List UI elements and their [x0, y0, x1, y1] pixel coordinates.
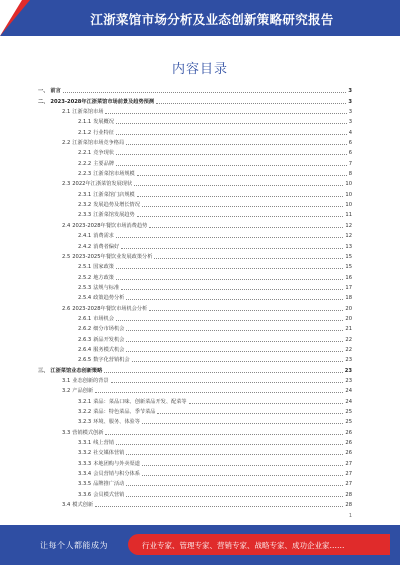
toc-dot-leader — [149, 227, 343, 228]
toc-dot-leader — [149, 310, 343, 311]
toc-entry-page: 26 — [345, 440, 352, 447]
toc-entry-title: 菜品：菜品口味、创新菜品开发、配菜等 — [93, 398, 187, 405]
report-title: 江浙菜馆市场分析及业态创新策略研究报告 — [90, 12, 334, 27]
toc-entry-page: 26 — [345, 429, 352, 436]
toc-entry-number: 2.6.1 — [78, 315, 92, 322]
toc-entry-page: 10 — [345, 202, 352, 209]
toc-entry-page: 23 — [345, 377, 352, 384]
toc-entry-number: 2.2 — [62, 140, 71, 147]
toc-entry-number: 3.2.1 — [78, 398, 92, 405]
footer-slogan: 让每个人都能成为 — [40, 541, 108, 550]
toc-entry-title: 业态创新的背景 — [72, 377, 109, 384]
toc-entry-page: 6 — [348, 150, 352, 157]
toc-entry-number: 2.1.1 — [78, 119, 92, 126]
toc-dot-leader — [105, 434, 343, 435]
toc-dot-leader — [142, 465, 343, 466]
toc-entry-page: 27 — [345, 460, 352, 467]
toc-entry[interactable] — [38, 456, 352, 466]
toc-entry[interactable] — [38, 301, 352, 311]
toc-entry-number: 2.5 — [62, 253, 71, 260]
table-of-contents — [38, 84, 352, 508]
toc-entry-number: 3.3.2 — [78, 450, 92, 457]
toc-entry[interactable] — [38, 198, 352, 208]
toc-entry-title: 主要品牌 — [93, 160, 114, 167]
toc-entry-page: 15 — [345, 264, 352, 271]
toc-entry-page: 8 — [348, 171, 352, 178]
toc-entry-number: 3.2.2 — [78, 409, 92, 415]
toc-entry-page: 3 — [348, 119, 352, 126]
toc-entry-page: 16 — [345, 274, 352, 281]
toc-entry-number: 2.5.1 — [78, 264, 92, 271]
toc-entry-page: 28 — [345, 502, 352, 509]
toc-entry-number: 2.4 — [62, 222, 71, 229]
toc-dot-leader — [95, 506, 343, 507]
toc-entry-page: 27 — [345, 471, 352, 478]
page-number: 1 — [348, 513, 352, 519]
toc-entry-page: 7 — [348, 160, 352, 167]
header-corner-white — [0, 0, 22, 36]
toc-entry-number: 3.3.4 — [78, 471, 92, 478]
toc-entry-title: 模式创新 — [72, 502, 94, 509]
toc-dot-leader — [126, 454, 343, 455]
footer-banner — [0, 525, 400, 565]
toc-entry-title: 江浙菜馆发展趋势 — [93, 212, 135, 219]
toc-entry-page: 3 — [348, 88, 352, 95]
toc-entry-page: 21 — [345, 326, 352, 333]
toc-entry[interactable] — [38, 115, 352, 125]
toc-entry-number: 2.6.3 — [78, 336, 92, 343]
toc-entry-number: 2.3.1 — [78, 191, 92, 198]
toc-entry-page: 23 — [344, 367, 352, 374]
toc-entry-page: 10 — [345, 181, 352, 188]
toc-entry[interactable] — [38, 374, 352, 384]
toc-dot-leader — [116, 123, 347, 124]
toc-dot-leader — [156, 103, 346, 104]
toc-dot-leader — [126, 341, 343, 342]
toc-entry-number: 一、 — [38, 88, 49, 95]
toc-entry[interactable] — [38, 343, 352, 353]
toc-entry-title: 2023-2028年餐饮市场消费趋势 — [72, 222, 148, 229]
toc-dot-leader — [137, 196, 344, 197]
toc-entry-title: 前言 — [50, 88, 61, 95]
toc-entry[interactable] — [38, 177, 352, 187]
toc-entry-number: 2.5.4 — [78, 295, 92, 302]
toc-dot-leader — [116, 134, 347, 135]
toc-entry-page: 25 — [345, 419, 352, 426]
toc-entry[interactable] — [38, 187, 352, 197]
toc-dot-leader — [63, 92, 347, 93]
toc-entry-title: 会员营销与积分体系 — [93, 471, 140, 478]
toc-entry-page: 27 — [345, 481, 352, 488]
toc-dot-leader — [111, 382, 344, 383]
toc-entry[interactable] — [38, 229, 352, 239]
toc-entry-number: 3.4 — [62, 502, 71, 509]
footer-slogan-pill — [128, 534, 390, 555]
toc-entry[interactable] — [38, 270, 352, 280]
toc-entry-page: 6 — [348, 140, 352, 147]
toc-entry[interactable] — [38, 281, 352, 291]
toc-dot-leader — [142, 206, 343, 207]
toc-entry-number: 2.1.2 — [78, 129, 92, 136]
toc-entry-page: 24 — [345, 388, 352, 395]
toc-entry[interactable] — [38, 239, 352, 249]
toc-dot-leader — [116, 279, 343, 280]
toc-entry-number: 3.3 — [62, 429, 71, 436]
toc-entry-page: 11 — [345, 212, 352, 219]
toc-entry-title: 江浙菜馆业态创新策略 — [50, 367, 103, 374]
toc-entry-number: 2.4.1 — [78, 233, 92, 240]
footer-slogan-roles: 行业专家、管理专家、营销专家、战略专家、成功企业家…… — [142, 541, 345, 550]
toc-entry[interactable] — [38, 312, 352, 322]
toc-dot-leader — [121, 248, 343, 249]
toc-entry-number: 二、 — [38, 98, 49, 105]
toc-entry-number: 2.3.2 — [78, 202, 92, 209]
toc-entry[interactable] — [38, 332, 352, 342]
toc-entry[interactable] — [38, 487, 352, 497]
toc-entry-page: 25 — [345, 409, 352, 415]
toc-entry-page: 20 — [345, 305, 352, 312]
toc-dot-leader — [126, 496, 343, 497]
toc-entry[interactable] — [38, 363, 352, 373]
toc-entry[interactable] — [38, 405, 352, 415]
toc-entry-page: 12 — [345, 222, 352, 229]
toc-entry[interactable] — [38, 167, 352, 177]
toc-entry[interactable] — [38, 260, 352, 270]
toc-entry-number: 2.6 — [62, 305, 71, 312]
toc-dot-leader — [137, 216, 344, 217]
toc-entry-page: 17 — [345, 284, 352, 291]
toc-entry-page: 23 — [345, 357, 352, 364]
toc-entry-title: 竞争现状 — [93, 150, 114, 157]
toc-heading: 内容目录 — [171, 62, 228, 77]
toc-entry-title: 行业特征 — [93, 129, 114, 136]
toc-dot-leader — [126, 330, 343, 331]
toc-entry-title: 市场机会 — [93, 315, 114, 322]
toc-entry[interactable] — [38, 84, 352, 94]
toc-entry-number: 3.2 — [62, 388, 71, 395]
toc-dot-leader — [95, 392, 343, 393]
toc-entry-title: 产品创新 — [72, 388, 94, 395]
toc-entry-number: 三、 — [38, 367, 49, 374]
toc-entry-title: 线上营销 — [93, 440, 114, 447]
toc-entry-page: 18 — [345, 295, 352, 302]
toc-entry[interactable] — [38, 384, 352, 394]
toc-dot-leader — [104, 372, 342, 373]
toc-entry-number: 2.3.3 — [78, 212, 92, 219]
toc-entry-title: 江浙菜馆市场竞争格局 — [72, 140, 125, 147]
toc-entry-page: 12 — [345, 233, 352, 240]
toc-dot-leader — [116, 237, 343, 238]
toc-entry[interactable] — [38, 136, 352, 146]
toc-dot-leader — [116, 268, 343, 269]
toc-entry[interactable] — [38, 218, 352, 228]
toc-entry-number: 2.3 — [62, 181, 71, 188]
toc-entry-title: 数字化营销机会 — [93, 357, 130, 364]
toc-entry-page: 28 — [345, 491, 352, 498]
toc-entry-title: 菜品：特色菜品、季节菜品 — [93, 409, 156, 415]
toc-entry[interactable] — [38, 436, 352, 446]
toc-entry[interactable] — [38, 105, 352, 115]
toc-entry-title: 环境、服务、体验等 — [93, 419, 140, 426]
toc-entry-number: 2.6.5 — [78, 357, 92, 364]
toc-dot-leader — [154, 258, 343, 259]
toc-entry[interactable] — [38, 425, 352, 435]
toc-entry-title: 政策趋势分析 — [93, 295, 125, 302]
toc-dot-leader — [137, 175, 347, 176]
toc-entry-number: 2.5.3 — [78, 284, 92, 291]
toc-entry-title: 江浙菜馆市场规模 — [93, 171, 135, 178]
toc-entry-page: 24 — [345, 398, 352, 405]
toc-entry[interactable] — [38, 415, 352, 425]
toc-entry-title: 社交媒体营销 — [93, 450, 125, 457]
toc-dot-leader — [142, 423, 343, 424]
toc-entry[interactable] — [38, 146, 352, 156]
toc-entry-page: 20 — [345, 315, 352, 322]
toc-entry-title: 新品开发机会 — [93, 336, 125, 343]
toc-entry-title: 服务模式机会 — [93, 346, 125, 353]
toc-dot-leader — [121, 289, 343, 290]
toc-entry-title: 2023-2025年餐饮业发展政策分析 — [72, 253, 153, 260]
toc-entry[interactable] — [38, 353, 352, 363]
toc-entry-page: 13 — [345, 243, 352, 250]
toc-entry-page: 26 — [345, 450, 352, 457]
toc-dot-leader — [134, 185, 343, 186]
toc-dot-leader — [116, 444, 343, 445]
toc-entry-title: 2023-2028年江浙菜馆市场前景及趋势预测 — [50, 98, 155, 105]
toc-dot-leader — [189, 403, 344, 404]
toc-entry-number: 3.3.1 — [78, 440, 92, 447]
toc-dot-leader — [116, 154, 347, 155]
toc-dot-leader — [126, 351, 343, 352]
toc-entry[interactable] — [38, 156, 352, 166]
toc-entry-title: 消费需求 — [93, 233, 114, 240]
toc-entry-number: 2.2.3 — [78, 171, 92, 178]
toc-entry-title: 江浙菜馆门店规模 — [93, 191, 135, 198]
header-banner — [0, 0, 400, 36]
toc-entry-number: 2.5.2 — [78, 274, 92, 281]
toc-entry-number: 3.2.3 — [78, 419, 92, 426]
toc-entry[interactable] — [38, 208, 352, 218]
toc-entry-number: 2.2.1 — [78, 150, 92, 157]
toc-entry[interactable] — [38, 467, 352, 477]
toc-entry-number: 3.1 — [62, 377, 71, 384]
toc-entry[interactable] — [38, 94, 352, 104]
toc-entry-title: 发展趋势及增长情况 — [93, 202, 140, 209]
toc-entry[interactable] — [38, 322, 352, 332]
toc-entry-number: 2.4.2 — [78, 243, 92, 250]
toc-dot-leader — [105, 113, 346, 114]
toc-entry-number: 3.3.3 — [78, 460, 92, 467]
toc-entry-page: 4 — [348, 129, 352, 136]
toc-entry-number: 2.1 — [62, 109, 71, 116]
toc-entry-title: 发展概况 — [93, 119, 114, 126]
toc-entry-number: 2.6.2 — [78, 326, 92, 333]
toc-entry[interactable] — [38, 446, 352, 456]
toc-entry-title: 2022年江浙菜馆发展现状 — [72, 181, 133, 188]
toc-entry-page: 22 — [345, 346, 352, 353]
toc-entry[interactable] — [38, 250, 352, 260]
toc-entry[interactable] — [38, 394, 352, 404]
toc-entry-title: 江浙菜馆市场 — [72, 109, 104, 116]
toc-entry-number: 2.2.2 — [78, 160, 92, 167]
toc-dot-leader — [132, 361, 344, 362]
toc-entry-page: 3 — [348, 98, 352, 105]
toc-entry-number: 3.3.5 — [78, 481, 92, 488]
toc-dot-leader — [126, 485, 343, 486]
toc-entry-title: 营销模式创新 — [72, 429, 104, 436]
toc-entry-page: 15 — [345, 253, 352, 260]
toc-entry-title: 细分市场机会 — [93, 326, 125, 333]
toc-entry-number: 2.6.4 — [78, 346, 92, 353]
toc-entry[interactable] — [38, 291, 352, 301]
toc-dot-leader — [126, 144, 347, 145]
toc-dot-leader — [116, 165, 347, 166]
toc-entry-title: 法规与标准 — [93, 284, 120, 291]
toc-entry-title: 国家政策 — [93, 264, 114, 271]
toc-entry[interactable] — [38, 477, 352, 487]
toc-entry-page: 10 — [345, 191, 352, 198]
toc-entry-page: 3 — [348, 109, 352, 116]
toc-entry-page: 22 — [345, 336, 352, 343]
toc-entry-title: 消费者偏好 — [93, 243, 120, 250]
toc-entry-title: 本地团购与外卖渠道 — [93, 460, 140, 467]
toc-entry-title: 品牌推广活动 — [93, 481, 125, 488]
toc-entry-title: 会员模式营销 — [93, 491, 125, 498]
toc-entry-title: 2023-2028年餐饮市场机会分析 — [72, 305, 148, 312]
toc-entry-title: 地方政策 — [93, 274, 114, 281]
toc-entry-number: 3.3.6 — [78, 491, 92, 498]
toc-dot-leader — [126, 299, 343, 300]
toc-entry[interactable] — [38, 498, 352, 508]
toc-entry[interactable] — [38, 125, 352, 135]
toc-dot-leader — [116, 320, 343, 321]
toc-dot-leader — [142, 475, 343, 476]
toc-dot-leader — [157, 413, 343, 414]
